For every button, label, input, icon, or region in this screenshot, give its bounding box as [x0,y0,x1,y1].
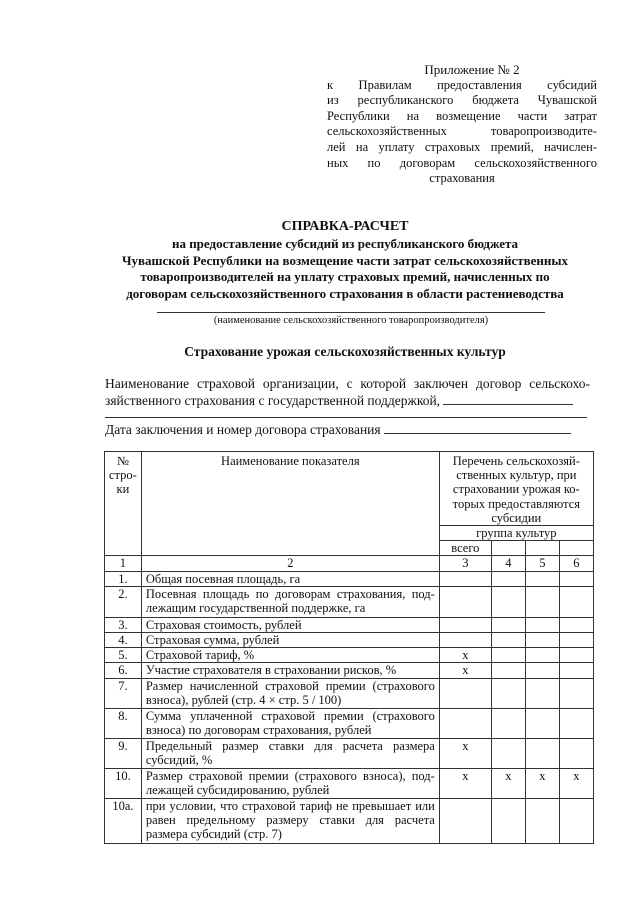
row-number: 5. [105,648,142,663]
insurer-field [105,392,573,409]
row-name: Размер страховой премии (страхового взноса), под- лежащей субсидированию, рублей [141,768,439,798]
cell-total[interactable] [439,571,491,586]
header-total: всего [439,541,491,556]
header-group-cell [491,541,525,556]
row-name: при условии, что страховой тариф не превышает или равен предельному размеру ставки для расчета размера субсидий (стр. 7) [141,798,439,843]
cell-group[interactable] [559,648,593,663]
cell-total[interactable]: х [439,768,491,798]
heading-line: договорам сельскохозяйственного страхования в области растениеводства [126,285,564,301]
cell-total[interactable] [439,708,491,738]
column-number: 4 [491,556,525,571]
appendix-block [327,62,597,187]
appendix-line: ных по договорам сельскохозяйственного [327,155,597,170]
cell-group[interactable] [491,678,525,708]
cell-group[interactable] [491,648,525,663]
appendix-line: лей на уплату страховых премий, начислен- [327,139,597,154]
cell-group[interactable] [491,571,525,586]
cell-group[interactable] [525,798,559,843]
header-indicator-name: Наименование показателя [141,452,439,556]
cell-group[interactable] [525,663,559,678]
column-number: 1 [105,556,142,571]
row-number: 7. [105,678,142,708]
row-number: 3. [105,617,142,632]
row-number: 4. [105,633,142,648]
row-number: 9. [105,738,142,768]
row-name: Размер начисленной страховой премии (страхового взноса), рублей (стр. 4 × стр. 5 / 100) [141,678,439,708]
header-group-cell [525,541,559,556]
table-row [105,648,594,663]
cell-group[interactable] [559,617,593,632]
table-row [105,663,594,678]
row-number: 6. [105,663,142,678]
heading-line: товаропроизводителей на уплату страховых премий, начисленных по [140,269,550,284]
contract-field [105,421,571,438]
contract-input[interactable] [384,421,571,434]
cell-group[interactable] [491,738,525,768]
row-name: Предельный размер ставки для расчета размера субсидий, % [141,738,439,768]
cell-total[interactable]: х [439,663,491,678]
column-number: 3 [439,556,491,571]
heading-line: Чувашской Республики на возмещение части затрат сельскохозяйственных [121,252,569,268]
row-name: Страховая сумма, рублей [141,633,439,648]
cell-group[interactable] [559,586,593,617]
insurer-continuation-line[interactable] [105,417,587,418]
contract-label: Дата заключения и номер договора страхования [105,422,381,437]
cell-group[interactable] [525,738,559,768]
cell-group[interactable] [559,663,593,678]
cell-group[interactable]: х [525,768,559,798]
cell-group[interactable] [491,798,525,843]
cell-total[interactable]: х [439,738,491,768]
cell-group[interactable] [559,798,593,843]
appendix-line: страхования [429,171,495,186]
cell-group[interactable] [525,708,559,738]
row-name: Страховой тариф, % [141,648,439,663]
header-crop-group: группа культур [439,526,593,541]
calculation-table [104,451,594,844]
producer-name-line[interactable] [157,312,545,313]
cell-total[interactable]: х [439,648,491,663]
row-number: 10а. [105,798,142,843]
cell-group[interactable] [559,738,593,768]
cell-group[interactable] [525,586,559,617]
cell-total[interactable] [439,617,491,632]
header-group-cell [559,541,593,556]
cell-group[interactable] [525,617,559,632]
table-row [105,571,594,586]
table-row [105,768,594,798]
cell-total[interactable] [439,798,491,843]
row-name: Общая посевная площадь, га [141,571,439,586]
row-name: Участие страхователя в страховании рисков, % [141,663,439,678]
insurer-label-line1: Наименование страховой организации, с которой заключен договор сельскохо- [105,376,590,391]
cell-group[interactable] [525,633,559,648]
cell-group[interactable]: х [559,768,593,798]
producer-caption: (наименование сельскохозяйственного товаропроизводителя) [213,315,489,326]
row-name: Страховая стоимость, рублей [141,617,439,632]
insurer-input[interactable] [443,392,573,405]
column-number: 5 [525,556,559,571]
cell-group[interactable]: х [491,768,525,798]
cell-group[interactable] [525,678,559,708]
cell-total[interactable] [439,633,491,648]
row-name: Посевная площадь по договорам страхования, под- лежащим государственной поддержке, га [141,586,439,617]
cell-group[interactable] [491,663,525,678]
cell-group[interactable] [491,586,525,617]
appendix-title: Приложение № 2 [424,62,520,77]
cell-group[interactable] [559,633,593,648]
cell-total[interactable] [439,678,491,708]
cell-group[interactable] [491,617,525,632]
section-title: Страхование урожая сельскохозяйственных культур [184,344,506,359]
row-number: 2. [105,586,142,617]
row-number: 1. [105,571,142,586]
column-number: 6 [559,556,593,571]
table-row [105,798,594,843]
row-name: Сумма уплаченной страховой премии (страхового взноса) по договорам страхования, рублей [141,708,439,738]
row-number: 10. [105,768,142,798]
appendix-line: из республиканского бюджета Чувашской [327,93,597,108]
table-row [105,633,594,648]
table-row [105,738,594,768]
column-number: 2 [141,556,439,571]
appendix-line: Республики на возмещение части затрат [327,108,597,123]
cell-group[interactable] [559,708,593,738]
cell-group[interactable] [491,708,525,738]
cell-group[interactable] [491,633,525,648]
appendix-line: сельскохозяйственных товаропроизводите- [327,124,597,139]
header-row-number: № стро- ки [105,452,142,556]
table-row [105,708,594,738]
cell-group[interactable] [559,678,593,708]
heading-line: на предоставление субсидий из республиканского бюджета [171,236,519,251]
table-row [105,586,594,617]
table-row [105,617,594,632]
document-heading [95,218,595,302]
cell-group[interactable] [525,648,559,663]
cell-group[interactable] [559,571,593,586]
document-title: СПРАВКА-РАСЧЕТ [281,219,409,234]
insurer-label-line2: зяйственного страхования с государственной поддержкой, [105,393,441,408]
appendix-line: к Правилам предоставления субсидий [327,77,597,92]
cell-total[interactable] [439,586,491,617]
header-crop-list: Перечень сельскохозяй- ственных культур, при страховании урожая ко- торых предоставляются субсидии [439,452,593,526]
table-row [105,678,594,708]
cell-group[interactable] [525,571,559,586]
row-number: 8. [105,708,142,738]
